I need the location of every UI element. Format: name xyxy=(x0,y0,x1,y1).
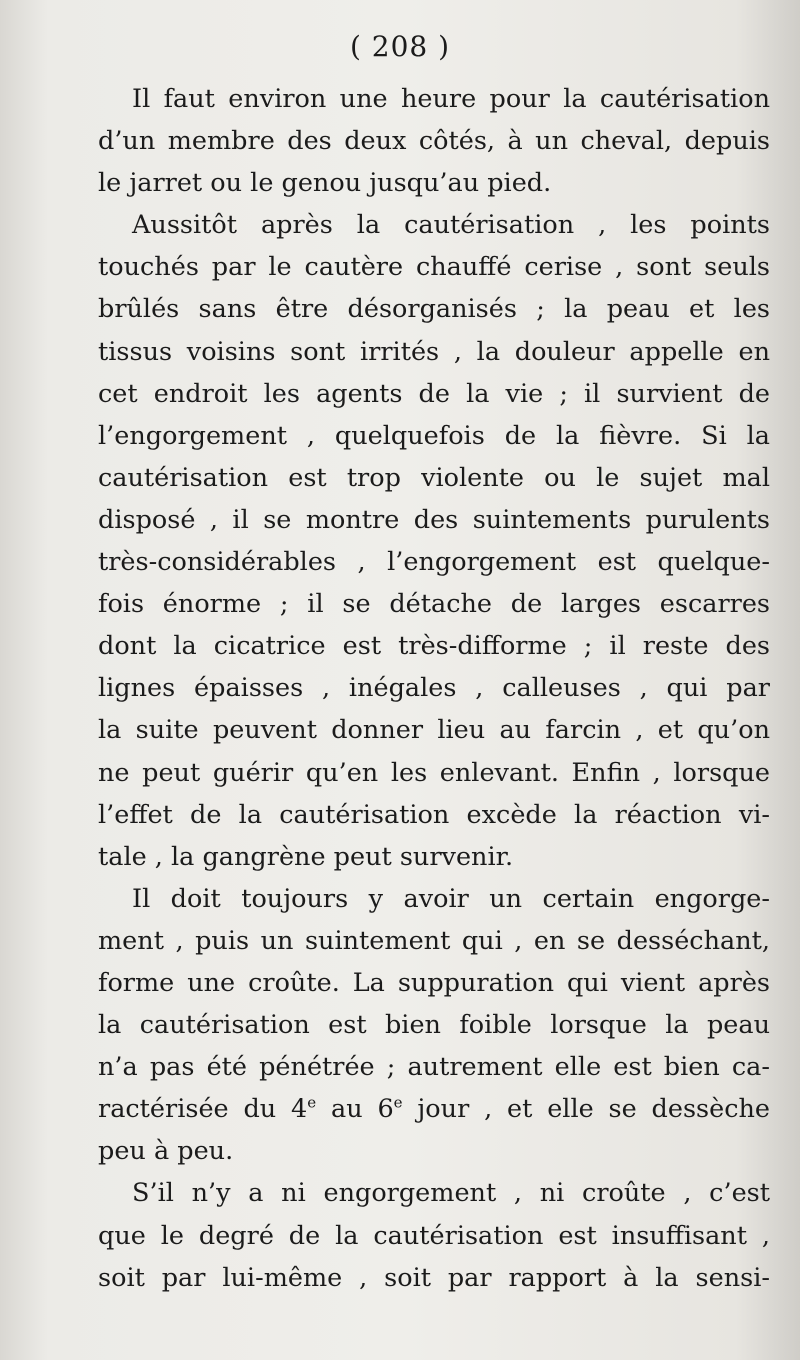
text-fragment: ractérisée du 4 xyxy=(98,1094,308,1125)
body-text xyxy=(98,78,770,1299)
paragraph-3 xyxy=(98,878,770,1173)
text-line: dont la cicatrice est très-difforme ; il reste des xyxy=(98,631,770,662)
text-line: n’a pas été pénétrée ; autrement elle est bien ca- xyxy=(98,1052,770,1083)
text-line: cet endroit les agents de la vie ; il survient de xyxy=(98,378,770,409)
page-number: ( 208 ) xyxy=(349,30,451,63)
text-line: forme une croûte. La suppuration qui vient après xyxy=(98,967,770,998)
text-line: peu à peu. xyxy=(98,1136,234,1167)
text-line: que le degré de la cautérisation est insuffisant , xyxy=(98,1220,770,1251)
text-line: la cautérisation est bien foible lorsque la peau xyxy=(98,1010,770,1041)
text-fragment: jour , et elle se dessèche xyxy=(402,1094,771,1125)
text-line: S’il n’y a ni engorgement , ni croûte , c’est xyxy=(132,1178,770,1209)
text-line: la suite peuvent donner lieu au farcin , et qu’on xyxy=(98,715,770,746)
text-line: Aussitôt après la cautérisation , les points xyxy=(132,210,770,241)
paragraph-4 xyxy=(98,1172,770,1298)
text-line: cautérisation est trop violente ou le sujet mal xyxy=(98,462,770,493)
text-line: l’effet de la cautérisation excède la réaction vi- xyxy=(98,799,770,830)
text-line: brûlés sans être désorganisés ; la peau et les xyxy=(98,294,770,325)
text-line: tissus voisins sont irrités , la douleur appelle en xyxy=(98,336,770,367)
text-line: ment , puis un suintement qui , en se desséchant, xyxy=(98,925,770,956)
text-line: l’engorgement , quelquefois de la fièvre. Si la xyxy=(98,420,770,451)
text-line: disposé , il se montre des suintements purulents xyxy=(98,504,770,535)
text-line: le jarret ou le genou jusqu’au pied. xyxy=(98,168,552,199)
text-line: soit par lui-même , soit par rapport à la sensi- xyxy=(98,1262,770,1293)
text-line: fois énorme ; il se détache de larges escarres xyxy=(98,589,770,620)
text-line: tale , la gangrène peut survenir. xyxy=(98,841,514,872)
superscript: e xyxy=(393,1093,403,1112)
text-line: Il doit toujours y avoir un certain engorge- xyxy=(132,883,770,914)
text-line: Il faut environ une heure pour la cautérisation xyxy=(132,84,770,114)
text-line: touchés par le cautère chauffé cerise , sont seuls xyxy=(98,252,770,283)
text-fragment: au 6 xyxy=(316,1094,394,1125)
text-line: ne peut guérir qu’en les enlevant. Enfin , lorsque xyxy=(98,757,770,788)
paragraph-2 xyxy=(98,204,770,878)
text-line: d’un membre des deux côtés, à un cheval, depuis xyxy=(98,126,770,157)
text-line: lignes épaisses , inégales , calleuses , qui par xyxy=(98,673,770,704)
superscript: e xyxy=(307,1093,317,1112)
text-line: très-considérables , l’engorgement est quelque- xyxy=(98,547,770,578)
paragraph-1 xyxy=(98,78,770,204)
text-line-with-superscripts xyxy=(98,1088,770,1130)
